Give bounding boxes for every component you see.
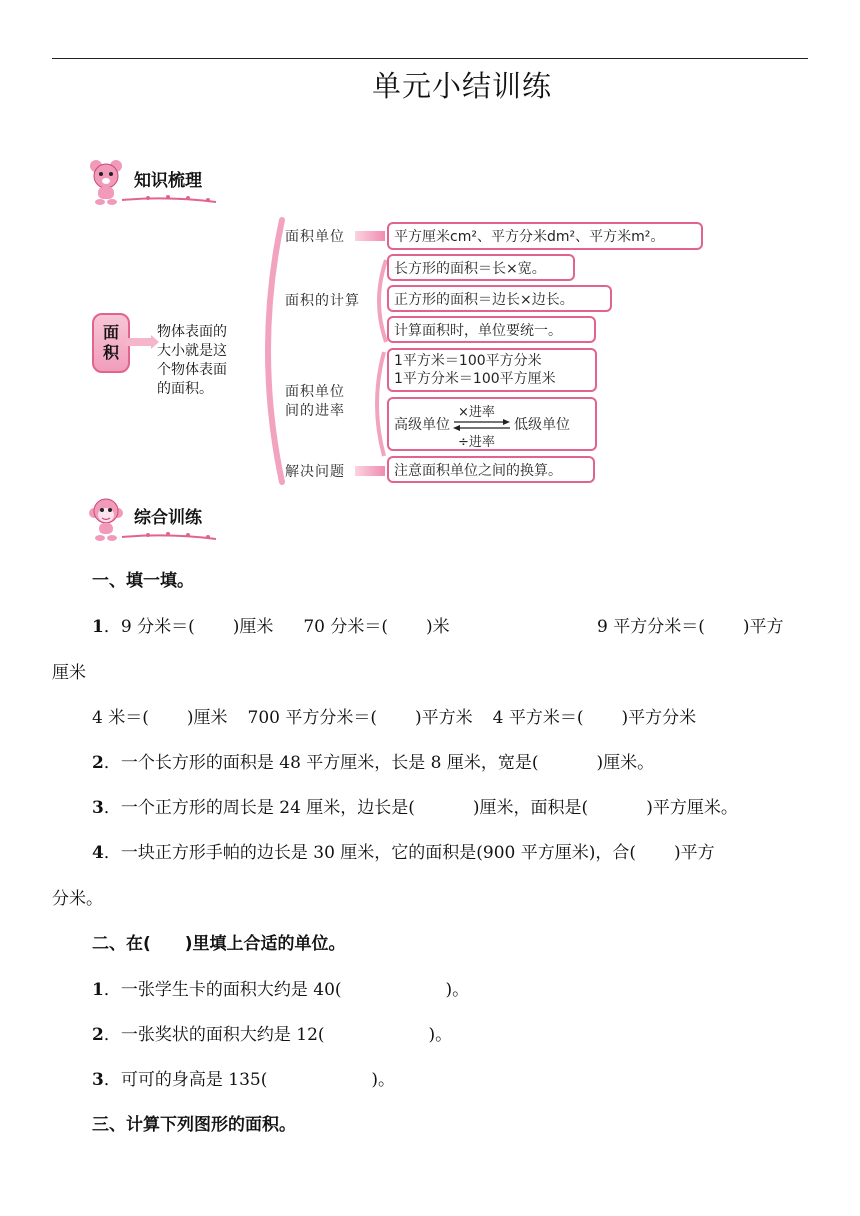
top-rule [52, 58, 808, 59]
part2-heading-end: )里填上合适的单位。 [184, 934, 346, 954]
q1-c-unit: )平方 [742, 617, 784, 637]
branch-solve-label: 解决问题 [285, 464, 345, 480]
branch-unit-label: 面积单位 [285, 229, 345, 245]
q1-d-text: 4 米＝( [92, 708, 149, 728]
part2-q3: 3．可可的身高是 135( )。 [92, 1070, 395, 1090]
q1-e-unit: )平方米 [414, 708, 473, 728]
q2-end: )厘米。 [596, 753, 655, 773]
question-number: 3 [92, 1070, 104, 1090]
q2-text: 一个长方形的面积是 48 平方厘米，长是 8 厘米，宽是( [120, 753, 539, 773]
calc-box-square: 正方形的面积＝边长×边长。 [387, 285, 612, 312]
part1-heading: 一、填一填。 [92, 571, 194, 591]
part2-q1: 1．一张学生卡的面积大约是 40( )。 [92, 980, 470, 1000]
rate-label-line: 间的进率 [285, 403, 345, 419]
part1-q1-line2 [92, 703, 696, 728]
q1-d-unit: )厘米 [186, 708, 228, 728]
knowledge-banner [88, 156, 223, 208]
practice-banner [88, 493, 223, 545]
branch-solve-arrow [355, 466, 385, 476]
knowledge-banner-label: 知识梳理 [134, 171, 202, 191]
calc-box-rectangle: 长方形的面积＝长×宽。 [387, 254, 575, 281]
q1-e-text: 700 平方分米＝( [247, 708, 377, 728]
question-number: 1 [92, 980, 104, 1000]
part1-q3: 3．一个正方形的周长是 24 厘米，边长是( )厘米，面积是( )平方厘米。 [92, 798, 738, 818]
q1-b-text: 70 分米＝( [303, 617, 389, 637]
high-unit-label: 高级单位 [394, 417, 450, 433]
root-char-2: 积 [102, 343, 119, 362]
part3-heading: 三、计算下列图形的面积。 [92, 1115, 296, 1135]
rate-brace-icon [368, 348, 388, 460]
rate-conversion-line: 1平方米＝100平方分米 [394, 353, 542, 369]
practice-banner-label: 综合训练 [134, 508, 202, 528]
part2-heading [92, 929, 346, 954]
question-number: 4 [92, 843, 104, 863]
branch-rate-label [285, 383, 345, 421]
double-arrow-icon [452, 419, 512, 431]
part1-q1-line1: 1．9 分米＝( )厘米 70 分米＝( )米 [92, 617, 450, 637]
question-number: 2 [92, 1025, 104, 1045]
part1-q1-wrap: 厘米 [52, 663, 86, 683]
rate-label-line: 面积单位 [285, 384, 345, 400]
branch-unit-arrow [355, 231, 385, 241]
question-number: 2 [92, 753, 104, 773]
solve-box: 注意面积单位之间的换算。 [387, 456, 595, 483]
definition-line: 的面积。 [157, 381, 213, 397]
part1-q4: 4．一块正方形手帕的边长是 30 厘米，它的面积是(900 平方厘米)，合( )平方 [92, 843, 715, 863]
p2-q1-text: 一张学生卡的面积大约是 40( [120, 980, 342, 1000]
p2-q2-end: )。 [428, 1025, 453, 1045]
p2-q3-text: 可可的身高是 135( [120, 1070, 268, 1090]
part1-q2: 2．一个长方形的面积是 48 平方厘米，长是 8 厘米，宽是( )厘米。 [92, 753, 655, 773]
q3-end: )平方厘米。 [646, 798, 738, 818]
q1-a-text: 9 分米＝( [120, 617, 195, 637]
rate-box-direction [387, 397, 597, 451]
p2-q1-end: )。 [445, 980, 470, 1000]
part1-q1-c [597, 612, 784, 637]
p2-q3-end: )。 [371, 1070, 395, 1090]
rate-arrows [452, 399, 512, 449]
q1-c-text: 9 平方分米＝( [597, 617, 705, 637]
branch-calc-label: 面积的计算 [285, 293, 360, 309]
part2-q2: 2．一张奖状的面积大约是 12( )。 [92, 1025, 453, 1045]
divide-rate-label: ÷进率 [458, 435, 495, 450]
definition-line: 物体表面的 [157, 324, 227, 340]
q1-a-unit: )厘米 [232, 617, 274, 637]
q4-end: )平方 [674, 843, 715, 863]
q1-b-unit: )米 [426, 617, 450, 637]
q4-text: 一块正方形手帕的边长是 30 厘米，它的面积是(900 平方厘米)，合( [120, 843, 637, 863]
root-arrow-icon [125, 335, 159, 349]
root-char-1: 面 [102, 323, 119, 342]
page-title: 单元小结训练 [371, 69, 552, 103]
definition-line: 大小就是这 [157, 343, 227, 359]
low-unit-label: 低级单位 [514, 417, 570, 433]
question-number: 1 [92, 617, 104, 637]
rate-conversion-line: 1平方分米＝100平方厘米 [394, 371, 556, 387]
unit-box: 平方厘米cm²、平方分米dm²、平方米m²。 [387, 222, 703, 250]
rate-box-conversions [387, 348, 597, 392]
main-brace-icon [250, 210, 290, 490]
root-definition [157, 323, 257, 399]
q3-mid: )厘米，面积是( [472, 798, 589, 818]
calc-box-unify: 计算面积时，单位要统一。 [387, 316, 596, 343]
part2-heading-start: 二、在( [92, 934, 151, 954]
q1-f-text: 4 平方米＝( [492, 708, 584, 728]
definition-line: 个物体表面 [157, 362, 227, 378]
q3-text: 一个正方形的周长是 24 厘米，边长是( [120, 798, 415, 818]
multiply-rate-label: ×进率 [458, 405, 495, 420]
p2-q2-text: 一张奖状的面积大约是 12( [120, 1025, 325, 1045]
q1-f-unit: )平方分米 [621, 708, 697, 728]
part1-q4-wrap: 分米。 [52, 889, 103, 909]
question-number: 3 [92, 798, 104, 818]
